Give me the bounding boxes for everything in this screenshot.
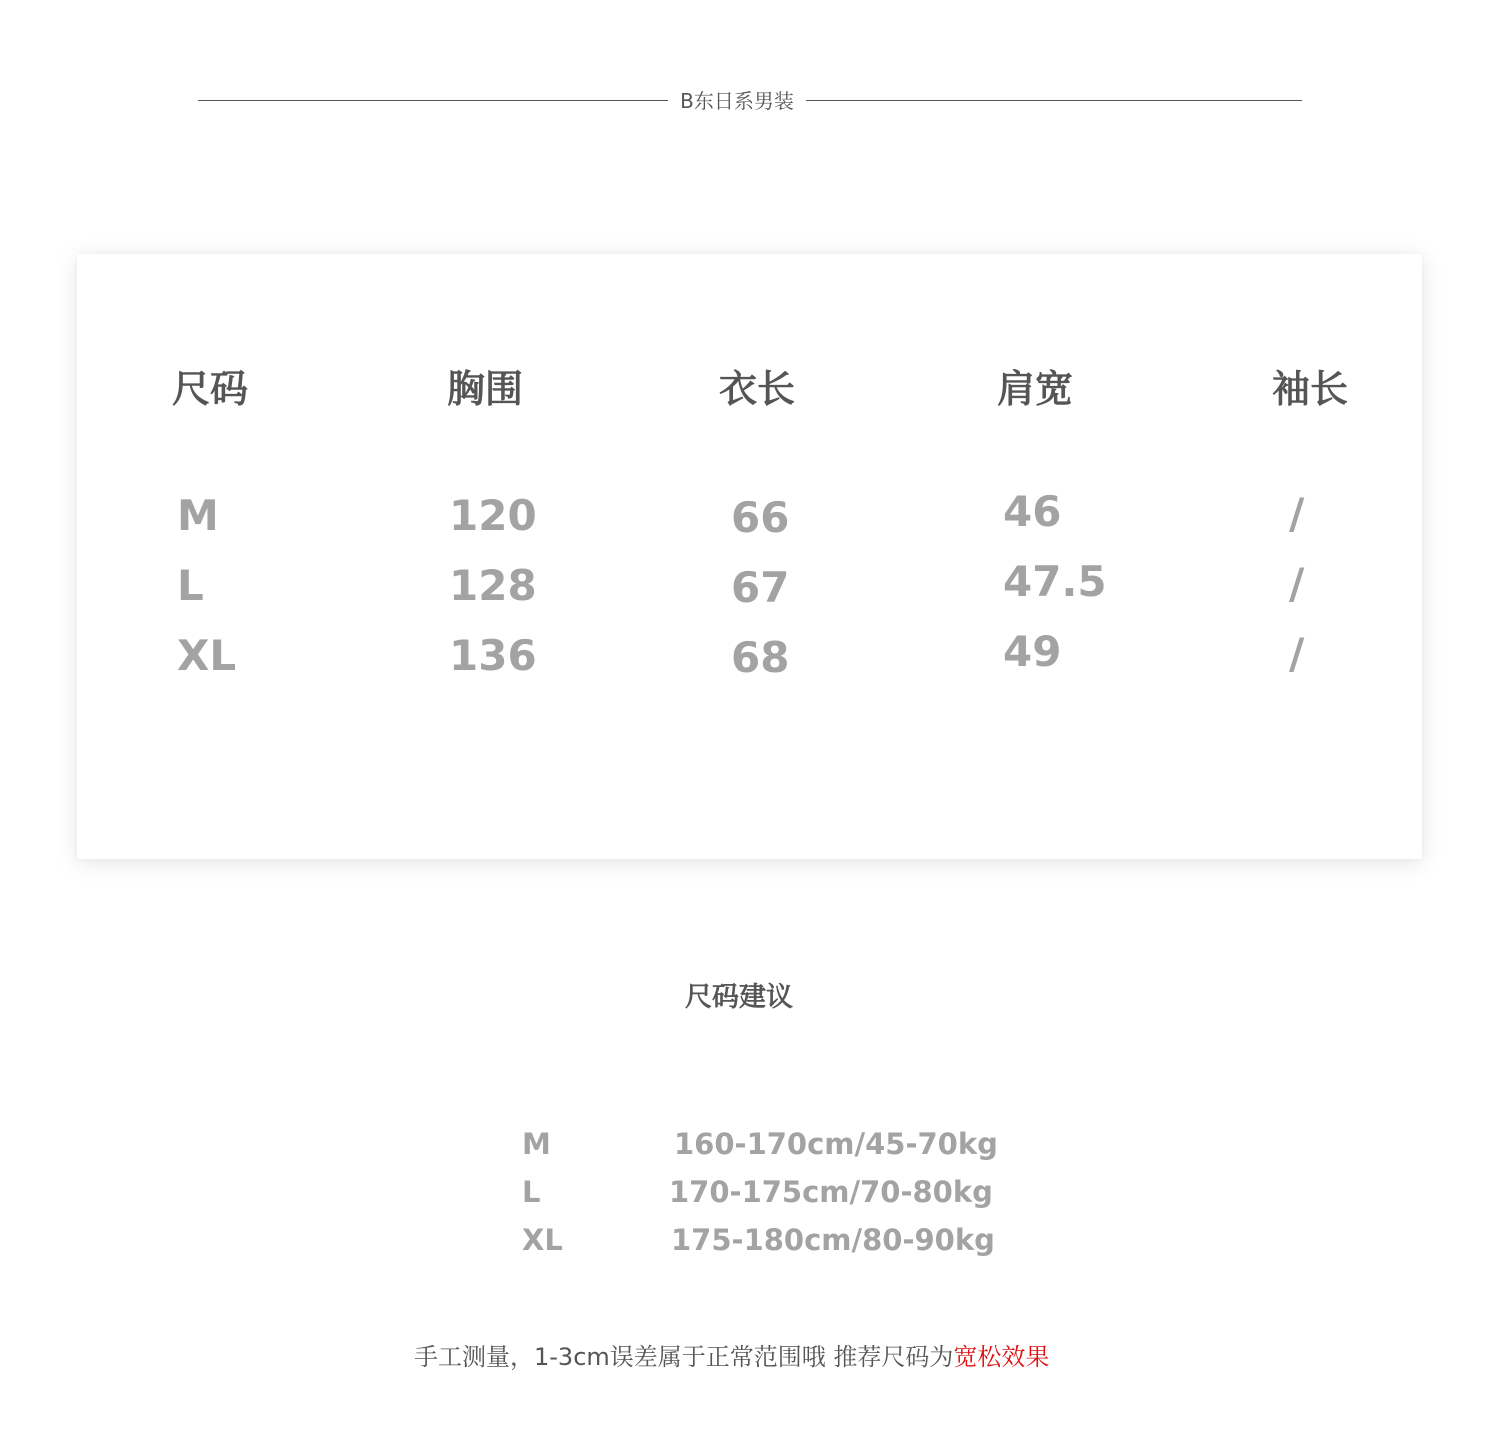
table-cell-length: 66 [731, 493, 790, 542]
suggestion-size: M [522, 1127, 551, 1161]
table-cell-length: 67 [731, 563, 790, 612]
column-header-size: 尺码 [172, 367, 249, 411]
size-suggestion-title: 尺码建议 [685, 982, 793, 1013]
suggestion-size: L [522, 1175, 541, 1209]
suggestion-range: 170-175cm/70-80kg [669, 1175, 993, 1209]
suggestion-size: XL [522, 1223, 563, 1257]
table-cell-sleeve: / [1289, 489, 1305, 538]
table-cell-shoulder: 47.5 [1003, 557, 1107, 606]
table-cell-size: M [177, 491, 219, 540]
table-cell-chest: 128 [449, 561, 537, 610]
table-cell-shoulder: 49 [1003, 627, 1062, 676]
column-header-shoulder: 肩宽 [997, 367, 1074, 411]
suggestion-range: 160-170cm/45-70kg [674, 1127, 998, 1161]
table-cell-shoulder: 46 [1003, 487, 1062, 536]
title-rule-right [806, 100, 1302, 101]
measurement-note-text: 手工测量，1-3cm误差属于正常范围哦 推荐尺码为 [414, 1343, 954, 1371]
suggestion-range: 175-180cm/80-90kg [671, 1223, 995, 1257]
table-cell-length: 68 [731, 633, 790, 682]
column-header-sleeve: 袖长 [1272, 367, 1349, 411]
column-header-length: 衣长 [719, 367, 796, 411]
title-rule-left [198, 100, 668, 101]
column-header-chest: 胸围 [447, 367, 524, 411]
table-cell-sleeve: / [1289, 559, 1305, 608]
table-cell-chest: 120 [449, 491, 537, 540]
fit-recommendation-highlight: 宽松效果 [953, 1343, 1050, 1371]
table-cell-sleeve: / [1289, 629, 1305, 678]
table-cell-chest: 136 [449, 631, 537, 680]
page-title: B东日系男装 [680, 89, 794, 113]
size-table-card [77, 254, 1422, 859]
table-cell-size: XL [177, 631, 237, 680]
measurement-note [414, 1340, 1049, 1374]
table-cell-size: L [177, 561, 204, 610]
